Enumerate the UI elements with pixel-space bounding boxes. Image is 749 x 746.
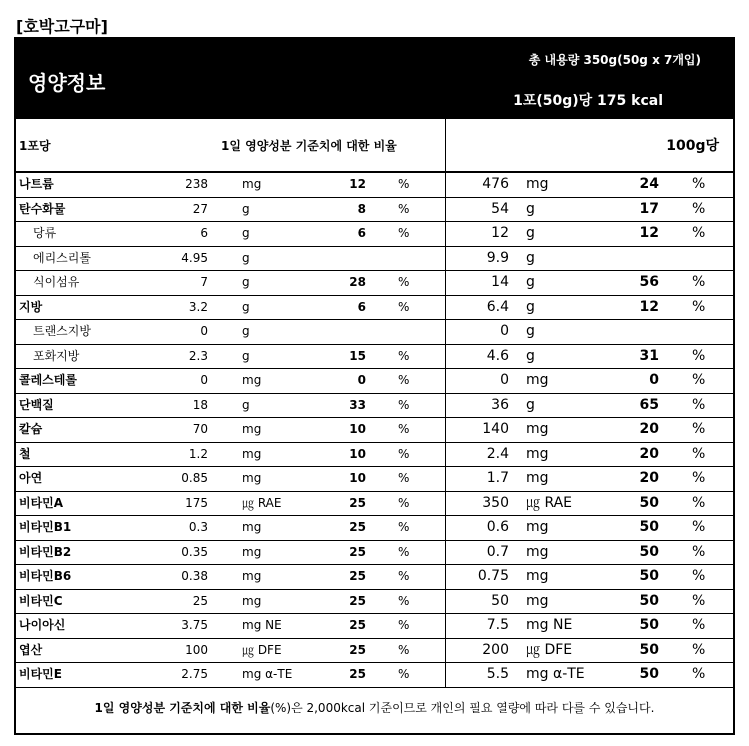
table-row bbox=[16, 516, 733, 541]
unit-per-100g: g bbox=[526, 225, 535, 241]
percent-sign-100g: % bbox=[692, 568, 706, 584]
unit-per-pack: g bbox=[242, 324, 250, 338]
percent-sign: % bbox=[398, 299, 410, 314]
unit-per-100g: mg bbox=[526, 372, 549, 388]
amount-per-pack: 25 bbox=[192, 593, 208, 608]
nutrient-name: 에리스리톨 bbox=[33, 250, 91, 265]
table-row bbox=[16, 173, 733, 198]
percent-sign: % bbox=[398, 397, 410, 412]
daily-percent-100g: 50 bbox=[639, 494, 659, 511]
table-row bbox=[16, 541, 733, 566]
nutrient-name: 비타민E bbox=[19, 667, 62, 681]
amount-per-pack: 7 bbox=[200, 275, 208, 289]
daily-percent-100g: 50 bbox=[639, 568, 659, 584]
nutrient-name: 철 bbox=[19, 446, 31, 461]
unit-per-pack: g bbox=[242, 299, 250, 314]
amount-per-pack: 238 bbox=[185, 177, 208, 191]
daily-percent: 33 bbox=[349, 397, 366, 412]
table-row bbox=[16, 467, 733, 492]
unit-per-pack: g bbox=[242, 201, 250, 216]
daily-percent-100g: 50 bbox=[639, 641, 659, 658]
percent-sign: % bbox=[398, 544, 410, 559]
amount-per-100g: 50 bbox=[491, 592, 509, 609]
table-row bbox=[16, 198, 733, 223]
unit-per-100g: g bbox=[526, 347, 535, 364]
unit-per-100g: g bbox=[526, 396, 535, 413]
footnote-text: (%)은 2,000kcal 기준이므로 개인의 필요 열량에 따라 다를 수 있습니다. bbox=[270, 701, 655, 715]
nutrient-name: 비타민B6 bbox=[19, 569, 72, 583]
percent-sign-100g: % bbox=[692, 176, 706, 192]
percent-sign: % bbox=[398, 495, 410, 510]
unit-per-100g: mg α-TE bbox=[526, 666, 585, 682]
nutrient-name: 탄수화물 bbox=[19, 201, 66, 216]
daily-percent: 25 bbox=[349, 667, 366, 681]
percent-sign-100g: % bbox=[692, 592, 706, 609]
amount-per-pack: 0.35 bbox=[181, 544, 208, 559]
amount-per-pack: 0.38 bbox=[181, 569, 208, 583]
percent-sign-100g: % bbox=[692, 347, 706, 364]
amount-per-pack: 1.2 bbox=[188, 446, 208, 461]
daily-percent-100g: 20 bbox=[639, 421, 659, 437]
daily-percent: 28 bbox=[349, 275, 366, 289]
unit-per-100g: g bbox=[526, 274, 535, 290]
daily-percent: 0 bbox=[357, 373, 366, 387]
percent-sign: % bbox=[398, 177, 410, 191]
amount-per-pack: 6 bbox=[200, 226, 208, 240]
unit-per-pack: mg bbox=[242, 177, 262, 191]
table-row bbox=[16, 492, 733, 517]
table-row bbox=[16, 271, 733, 296]
nutrient-name: 당류 bbox=[33, 226, 57, 240]
nutrient-name: 단백질 bbox=[19, 397, 54, 412]
unit-per-100g: mg bbox=[526, 176, 549, 192]
percent-sign-100g: % bbox=[692, 543, 706, 560]
unit-per-100g: g bbox=[526, 249, 535, 266]
percent-sign-100g: % bbox=[692, 298, 706, 315]
unit-per-pack: ㎍ RAE bbox=[242, 495, 282, 510]
unit-per-pack: mg bbox=[242, 569, 262, 583]
daily-percent-100g: 20 bbox=[639, 445, 659, 462]
daily-percent-100g: 50 bbox=[639, 617, 659, 633]
daily-percent-100g: 50 bbox=[639, 666, 659, 682]
amount-per-100g: 0.6 bbox=[486, 519, 509, 535]
nutrient-name: 비타민B2 bbox=[19, 544, 72, 559]
daily-percent: 12 bbox=[349, 177, 366, 191]
unit-per-pack: g bbox=[242, 348, 250, 363]
percent-sign: % bbox=[398, 642, 410, 657]
amount-per-pack: 0 bbox=[200, 373, 208, 387]
daily-percent-100g: 50 bbox=[639, 543, 659, 560]
amount-per-100g: 14 bbox=[491, 274, 509, 290]
footnote bbox=[16, 699, 733, 716]
table-row bbox=[16, 418, 733, 443]
nutrient-name: 콜레스테롤 bbox=[19, 373, 77, 387]
amount-per-pack: 0.85 bbox=[181, 471, 208, 485]
table-row bbox=[16, 394, 733, 419]
daily-percent: 6 bbox=[357, 299, 366, 314]
percent-sign-100g: % bbox=[692, 421, 706, 437]
daily-percent: 25 bbox=[349, 618, 366, 632]
percent-sign-100g: % bbox=[692, 225, 706, 241]
daily-percent-100g: 12 bbox=[639, 298, 659, 315]
percent-sign: % bbox=[398, 471, 410, 485]
percent-sign-100g: % bbox=[692, 519, 706, 535]
amount-per-100g: 5.5 bbox=[486, 666, 509, 682]
daily-percent: 15 bbox=[349, 348, 366, 363]
unit-per-pack: mg bbox=[242, 471, 262, 485]
percent-sign-100g: % bbox=[692, 617, 706, 633]
percent-sign: % bbox=[398, 275, 410, 289]
nutrient-name: 식이섬유 bbox=[33, 275, 80, 289]
percent-sign-100g: % bbox=[692, 372, 706, 388]
table-row bbox=[16, 639, 733, 664]
nutrient-name: 지방 bbox=[19, 299, 43, 314]
percent-sign: % bbox=[398, 226, 410, 240]
unit-per-100g: mg bbox=[526, 470, 549, 486]
percent-sign-100g: % bbox=[692, 641, 706, 658]
amount-per-pack: 70 bbox=[192, 422, 208, 436]
amount-per-100g: 12 bbox=[491, 225, 509, 241]
unit-per-pack: g bbox=[242, 397, 250, 412]
daily-percent: 10 bbox=[349, 446, 366, 461]
amount-per-100g: 140 bbox=[482, 421, 509, 437]
nutrition-label bbox=[14, 37, 735, 735]
daily-percent: 25 bbox=[349, 593, 366, 608]
amount-per-pack: 3.2 bbox=[188, 299, 208, 314]
table-row bbox=[16, 222, 733, 247]
daily-value-label: 1일 영양성분 기준치에 대한 비율 bbox=[221, 139, 397, 153]
amount-per-pack: 3.75 bbox=[181, 618, 208, 632]
percent-sign-100g: % bbox=[692, 494, 706, 511]
unit-per-100g: mg bbox=[526, 421, 549, 437]
unit-per-pack: ㎍ DFE bbox=[242, 642, 282, 657]
daily-percent: 10 bbox=[349, 422, 366, 436]
table-divider bbox=[445, 173, 446, 687]
amount-per-100g: 7.5 bbox=[486, 617, 509, 633]
table-row bbox=[16, 443, 733, 468]
nutrient-name: 비타민B1 bbox=[19, 520, 72, 534]
amount-per-pack: 0 bbox=[200, 324, 208, 338]
daily-percent-100g: 31 bbox=[639, 347, 659, 364]
unit-per-pack: mg bbox=[242, 446, 262, 461]
percent-sign: % bbox=[398, 618, 410, 632]
table-row bbox=[16, 247, 733, 272]
amount-per-pack: 2.3 bbox=[188, 348, 208, 363]
unit-per-pack: g bbox=[242, 275, 250, 289]
unit-per-pack: g bbox=[242, 250, 250, 265]
product-title: [호박고구마] bbox=[16, 17, 108, 36]
daily-percent-100g: 50 bbox=[639, 519, 659, 535]
unit-per-100g: mg bbox=[526, 519, 549, 535]
unit-per-100g: mg NE bbox=[526, 617, 573, 633]
daily-percent-100g: 0 bbox=[649, 372, 659, 388]
column-divider bbox=[445, 119, 446, 171]
percent-sign: % bbox=[398, 373, 410, 387]
amount-per-pack: 0.3 bbox=[188, 520, 208, 534]
percent-sign: % bbox=[398, 446, 410, 461]
nutrition-header bbox=[16, 39, 733, 119]
daily-percent-100g: 56 bbox=[639, 274, 659, 290]
footnote-bold: 1일 영양성분 기준치에 대한 비율 bbox=[94, 701, 271, 715]
unit-per-100g: g bbox=[526, 323, 535, 339]
amount-per-100g: 0.7 bbox=[486, 543, 509, 560]
percent-sign-100g: % bbox=[692, 200, 706, 217]
percent-sign-100g: % bbox=[692, 470, 706, 486]
unit-per-pack: mg NE bbox=[242, 618, 282, 632]
percent-sign: % bbox=[398, 593, 410, 608]
daily-percent: 25 bbox=[349, 544, 366, 559]
table-row bbox=[16, 320, 733, 345]
nutrient-table bbox=[16, 173, 733, 688]
percent-sign: % bbox=[398, 348, 410, 363]
daily-percent-100g: 12 bbox=[639, 225, 659, 241]
nutrient-name: 아연 bbox=[19, 471, 43, 485]
nutrient-name: 포화지방 bbox=[33, 348, 80, 363]
percent-sign: % bbox=[398, 667, 410, 681]
unit-per-100g: g bbox=[526, 200, 535, 217]
nutrient-name: 트랜스지방 bbox=[33, 324, 91, 338]
daily-percent-100g: 20 bbox=[639, 470, 659, 486]
amount-per-100g: 0 bbox=[500, 323, 509, 339]
daily-percent: 8 bbox=[357, 201, 366, 216]
per-100g-label: 100g당 bbox=[666, 138, 719, 154]
daily-percent: 25 bbox=[349, 642, 366, 657]
percent-sign-100g: % bbox=[692, 445, 706, 462]
unit-per-100g: mg bbox=[526, 543, 549, 560]
daily-percent: 25 bbox=[349, 569, 366, 583]
amount-per-100g: 476 bbox=[482, 176, 509, 192]
amount-per-pack: 4.95 bbox=[181, 250, 208, 265]
calories-per-pack: 1포(50g)당 175 kcal bbox=[513, 93, 663, 109]
unit-per-pack: mg bbox=[242, 593, 262, 608]
table-row bbox=[16, 614, 733, 639]
nutrient-name: 칼슘 bbox=[19, 422, 43, 436]
amount-per-100g: 350 bbox=[482, 494, 509, 511]
daily-percent: 25 bbox=[349, 495, 366, 510]
percent-sign: % bbox=[398, 520, 410, 534]
amount-per-100g: 54 bbox=[491, 200, 509, 217]
nutrition-title: 영양정보 bbox=[28, 71, 106, 95]
amount-per-100g: 36 bbox=[491, 396, 509, 413]
percent-sign: % bbox=[398, 569, 410, 583]
table-row bbox=[16, 345, 733, 370]
daily-percent-100g: 50 bbox=[639, 592, 659, 609]
daily-percent-100g: 65 bbox=[639, 396, 659, 413]
unit-per-100g: mg bbox=[526, 568, 549, 584]
daily-percent: 6 bbox=[357, 226, 366, 240]
amount-per-pack: 18 bbox=[192, 397, 208, 412]
daily-percent: 25 bbox=[349, 520, 366, 534]
table-row bbox=[16, 296, 733, 321]
amount-per-100g: 200 bbox=[482, 641, 509, 658]
unit-per-pack: mg α-TE bbox=[242, 667, 293, 681]
unit-per-100g: ㎍ DFE bbox=[526, 641, 573, 658]
nutrient-name: 비타민A bbox=[19, 495, 64, 510]
amount-per-pack: 175 bbox=[185, 495, 208, 510]
unit-per-100g: mg bbox=[526, 445, 549, 462]
unit-per-pack: mg bbox=[242, 373, 262, 387]
unit-per-100g: ㎍ RAE bbox=[526, 494, 573, 511]
amount-per-pack: 27 bbox=[192, 201, 208, 216]
table-row bbox=[16, 565, 733, 590]
amount-per-pack: 100 bbox=[185, 642, 208, 657]
total-content: 총 내용량 350g(50g x 7개입) bbox=[528, 53, 701, 67]
table-row bbox=[16, 369, 733, 394]
unit-per-pack: g bbox=[242, 226, 250, 240]
unit-per-pack: mg bbox=[242, 544, 262, 559]
amount-per-100g: 2.4 bbox=[486, 445, 509, 462]
nutrient-name: 나이아신 bbox=[19, 618, 66, 632]
nutrient-name: 엽산 bbox=[19, 642, 43, 657]
amount-per-100g: 6.4 bbox=[486, 298, 509, 315]
nutrient-name: 비타민C bbox=[19, 593, 63, 608]
amount-per-pack: 2.75 bbox=[181, 667, 208, 681]
percent-sign: % bbox=[398, 201, 410, 216]
amount-per-100g: 0.75 bbox=[477, 568, 509, 584]
amount-per-100g: 9.9 bbox=[486, 249, 509, 266]
percent-sign-100g: % bbox=[692, 274, 706, 290]
percent-sign-100g: % bbox=[692, 396, 706, 413]
table-row bbox=[16, 663, 733, 688]
amount-per-100g: 0 bbox=[500, 372, 509, 388]
unit-per-100g: mg bbox=[526, 592, 549, 609]
amount-per-100g: 1.7 bbox=[486, 470, 509, 486]
unit-per-pack: mg bbox=[242, 520, 262, 534]
nutrient-name: 나트륨 bbox=[19, 177, 54, 191]
daily-percent: 10 bbox=[349, 471, 366, 485]
daily-percent-100g: 24 bbox=[639, 176, 659, 192]
unit-per-100g: g bbox=[526, 298, 535, 315]
percent-sign: % bbox=[398, 422, 410, 436]
amount-per-100g: 4.6 bbox=[486, 347, 509, 364]
unit-per-pack: mg bbox=[242, 422, 262, 436]
table-row bbox=[16, 590, 733, 615]
percent-sign-100g: % bbox=[692, 666, 706, 682]
daily-percent-100g: 17 bbox=[639, 200, 659, 217]
column-header bbox=[16, 119, 733, 173]
per-pack-label: 1포당 bbox=[19, 139, 51, 153]
